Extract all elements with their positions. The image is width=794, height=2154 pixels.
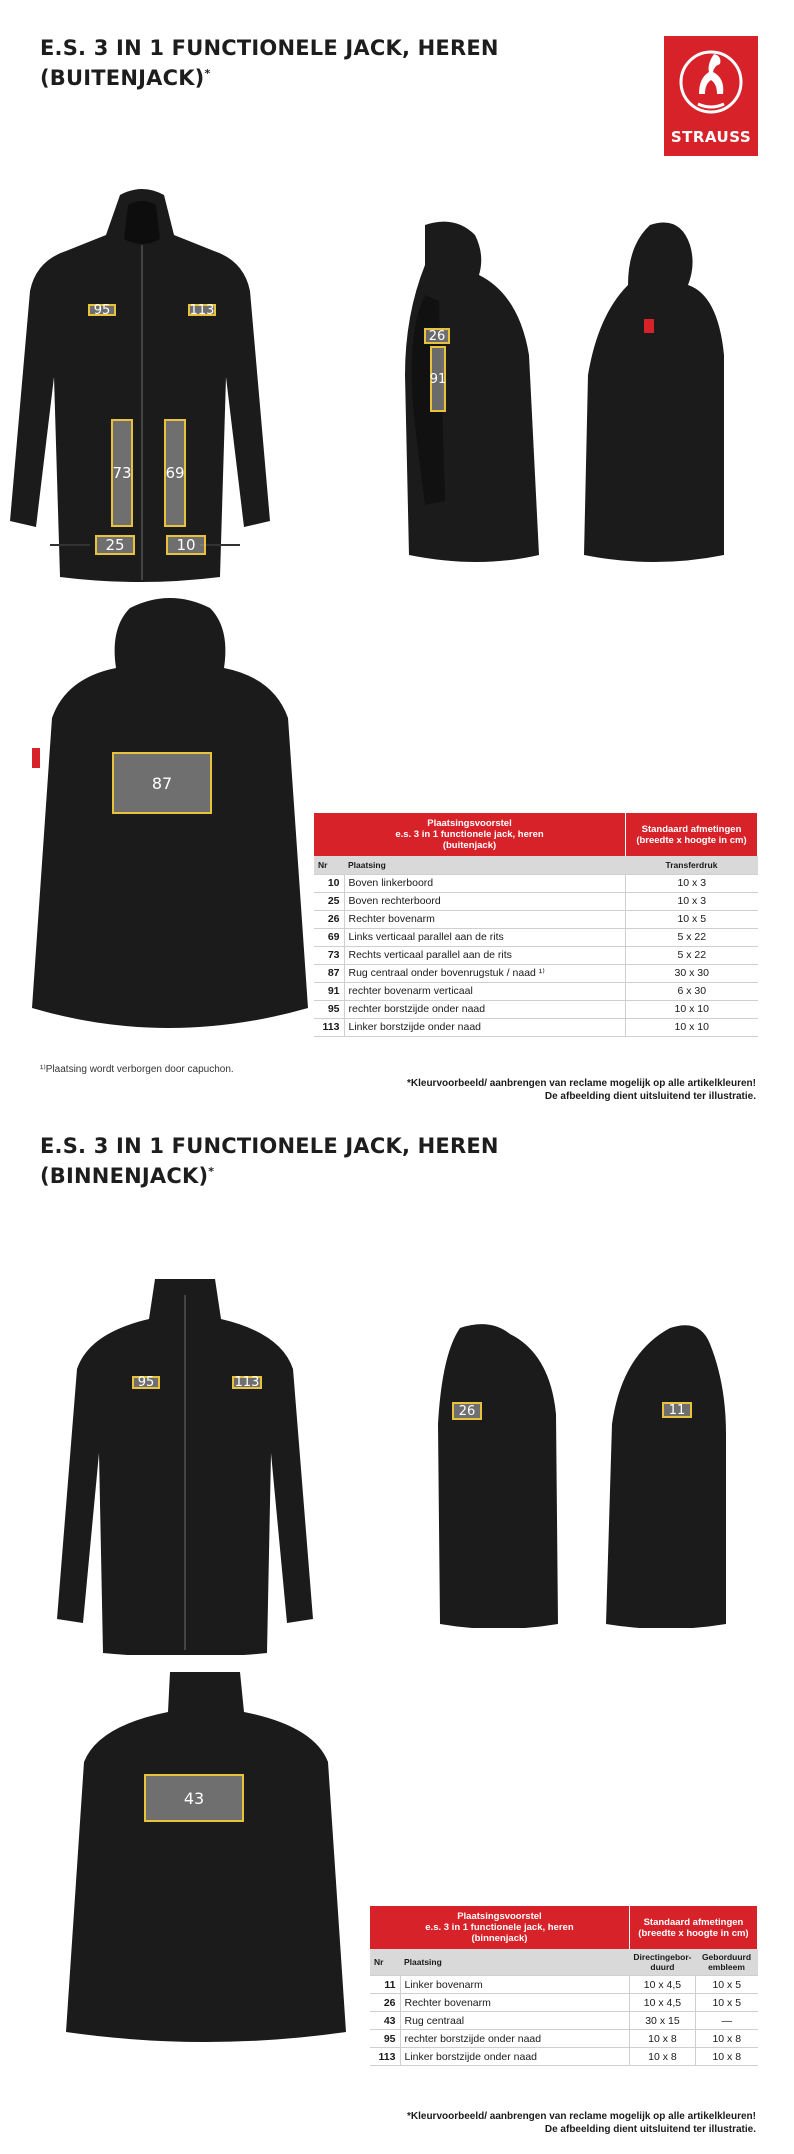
cell-place: Rechts verticaal parallel aan de rits: [344, 946, 626, 964]
cell-place: Rug centraal onder bovenrugstuk / naad ¹⁾: [344, 964, 626, 982]
section2-title: [40, 1134, 499, 1189]
cell-nr: 87: [314, 964, 344, 982]
cell-size: 6 x 30: [626, 982, 758, 1000]
col-nr: Nr: [314, 856, 344, 874]
cell-place: Linker borstzijde onder naad: [400, 2048, 629, 2066]
cell-nr: 91: [314, 982, 344, 1000]
table-row: [314, 946, 758, 964]
col-method: Transferdruk: [626, 856, 758, 874]
zone-95b: [132, 1376, 160, 1389]
col-embroidered-direct: Directingebor-duurd: [629, 1949, 695, 1976]
table-header-placement: [314, 813, 626, 856]
col-embroidered-emblem: Geborduurd embleem: [696, 1949, 758, 1976]
outer-jacket-side-right-image: [385, 215, 545, 565]
col-nr: Nr: [370, 1949, 400, 1976]
cell-place: Boven rechterboord: [344, 892, 626, 910]
header-line: Standaard afmetingen: [641, 823, 742, 835]
title-line1: E.S. 3 IN 1 FUNCTIONELE JACK, HEREN: [40, 1134, 499, 1158]
cell-nr: 69: [314, 928, 344, 946]
table-row: [370, 2030, 758, 2048]
cell-nr: 43: [370, 2012, 400, 2030]
disclaimer-line: De afbeelding dient uitsluitend ter illustratie.: [544, 2124, 756, 2135]
header-line: (buitenjack): [442, 840, 497, 851]
cell-size: 10 x 5: [626, 910, 758, 928]
cell-nr: 10: [314, 874, 344, 892]
inner-jacket-front-image: [55, 1275, 315, 1655]
cell-nr: 11: [370, 1976, 400, 1994]
outer-jacket-front-image: [10, 185, 274, 585]
header-line: (breedte x hoogte in cm): [636, 834, 747, 846]
inner-jacket-side-right-image: [430, 1318, 560, 1628]
zone-10: [166, 535, 206, 555]
title-mark: *: [204, 67, 211, 80]
cell-place: rechter borstzijde onder naad: [400, 2030, 629, 2048]
cell-size: 5 x 22: [626, 928, 758, 946]
table-row: [314, 982, 758, 1000]
title-line1: E.S. 3 IN 1 FUNCTIONELE JACK, HEREN: [40, 36, 499, 60]
cell-a: 10 x 8: [629, 2030, 695, 2048]
table-body: [370, 1976, 758, 2066]
table-row: [314, 1000, 758, 1018]
zone-26b: [452, 1402, 482, 1420]
cell-size: 10 x 10: [626, 1000, 758, 1018]
outer-jacket-placement-table: [314, 813, 758, 1037]
cell-nr: 73: [314, 946, 344, 964]
zone-label: 91: [429, 371, 447, 387]
cell-place: rechter borstzijde onder naad: [344, 1000, 626, 1018]
zone-label: 25: [105, 536, 125, 554]
header-line: e.s. 3 in 1 functionele jack, heren: [395, 829, 544, 840]
disclaimer-2: [407, 2110, 756, 2136]
table-row: [370, 2048, 758, 2066]
header-line: (breedte x hoogte in cm): [638, 1927, 749, 1939]
zone-label: 113: [189, 302, 215, 318]
header-line: (binnenjack): [471, 1933, 528, 1944]
header-line: Plaatsingsvoorstel: [427, 818, 512, 829]
cell-place: Rechter bovenarm: [400, 1994, 629, 2012]
zone-label: 69: [165, 464, 185, 482]
cell-a: 30 x 15: [629, 2012, 695, 2030]
cell-size: 10 x 3: [626, 874, 758, 892]
section1-title: [40, 36, 499, 91]
table-row: [314, 928, 758, 946]
zone-label: 10: [176, 536, 196, 554]
cell-size: 5 x 22: [626, 946, 758, 964]
inner-jacket-side-left-image: [600, 1318, 730, 1628]
cell-a: 10 x 4,5: [629, 1994, 695, 2012]
outer-jacket-side-left-image: [560, 215, 730, 565]
cell-b: 10 x 5: [696, 1976, 758, 1994]
zone-95: [88, 304, 116, 316]
cell-place: rechter bovenarm verticaal: [344, 982, 626, 1000]
cell-nr: 25: [314, 892, 344, 910]
disclaimer-line: De afbeelding dient uitsluitend ter illustratie.: [544, 1091, 756, 1102]
zone-label: 11: [668, 1402, 686, 1418]
title-line2: (BINNENJACK): [40, 1164, 209, 1188]
table-row: [314, 892, 758, 910]
zone-91: [430, 346, 446, 412]
logo-word: STRAUSS: [670, 128, 752, 146]
zone-label: 87: [151, 773, 173, 793]
disclaimer-line: *Kleurvoorbeeld/ aanbrengen van reclame mogelijk op alle artikelkleuren!: [406, 1078, 756, 1089]
title-mark: *: [208, 1165, 215, 1178]
zone-26: [424, 328, 450, 344]
table-row: [314, 910, 758, 928]
cell-place: Rug centraal: [400, 2012, 629, 2030]
disclaimer-line: *Kleurvoorbeeld/ aanbrengen van reclame mogelijk op alle artikelkleuren!: [406, 2111, 756, 2122]
cell-place: Linker borstzijde onder naad: [344, 1018, 626, 1036]
cell-nr: 26: [314, 910, 344, 928]
cell-place: Links verticaal parallel aan de rits: [344, 928, 626, 946]
zone-43: [144, 1774, 244, 1822]
header-line: Plaatsingsvoorstel: [457, 1911, 542, 1922]
cell-a: 10 x 8: [629, 2048, 695, 2066]
cell-nr: 113: [314, 1018, 344, 1036]
inner-jacket-back-image: [60, 1668, 350, 2048]
cell-place: Boven linkerboord: [344, 874, 626, 892]
zone-113: [188, 304, 216, 316]
table-row: [370, 1994, 758, 2012]
table-row: [314, 874, 758, 892]
inner-jacket-placement-table: [370, 1906, 758, 2066]
outer-jacket-back-image: [30, 598, 310, 1038]
zone-73: [111, 419, 133, 527]
table-row: [370, 1976, 758, 1994]
table-body: [314, 874, 758, 1036]
zone-11: [662, 1402, 692, 1418]
cell-nr: 95: [314, 1000, 344, 1018]
table-header-size: [626, 813, 758, 856]
cell-size: 10 x 3: [626, 892, 758, 910]
zone-label: 73: [112, 464, 132, 482]
col-placement: Plaatsing: [400, 1949, 629, 1976]
cell-place: Linker bovenarm: [400, 1976, 629, 1994]
table-header-placement: [370, 1906, 629, 1949]
cell-nr: 113: [370, 2048, 400, 2066]
cell-a: 10 x 4,5: [629, 1976, 695, 1994]
zone-69: [164, 419, 186, 527]
strauss-logo: [664, 36, 758, 156]
title-line2: (BUITENJACK): [40, 66, 205, 90]
zone-label: 95: [137, 1375, 155, 1390]
zone-label: 43: [183, 1788, 205, 1808]
cell-place: Rechter bovenarm: [344, 910, 626, 928]
cell-size: 10 x 10: [626, 1018, 758, 1036]
cell-size: 30 x 30: [626, 964, 758, 982]
zone-label: 95: [93, 302, 111, 318]
table-row: [370, 2012, 758, 2030]
header-line: Standaard afmetingen: [643, 1916, 744, 1928]
cell-b: —: [696, 2012, 758, 2030]
zone-label: 26: [458, 1403, 476, 1419]
zone-25: [95, 535, 135, 555]
table-header-size: [629, 1906, 757, 1949]
cell-nr: 95: [370, 2030, 400, 2048]
zone-113b: [232, 1376, 262, 1389]
cell-nr: 26: [370, 1994, 400, 2012]
table-row: [314, 1018, 758, 1036]
disclaimer-1: [407, 1077, 756, 1103]
zone-label: 26: [428, 328, 446, 344]
cell-b: 10 x 8: [696, 2048, 758, 2066]
table-row: [314, 964, 758, 982]
zone-label: 113: [234, 1375, 260, 1390]
cell-b: 10 x 5: [696, 1994, 758, 2012]
zone-87: [112, 752, 212, 814]
col-placement: Plaatsing: [344, 856, 626, 874]
ostrich-logo-icon: [678, 44, 744, 120]
footnote: ¹⁾Plaatsing wordt verborgen door capuchon.: [40, 1064, 234, 1075]
cell-b: 10 x 8: [696, 2030, 758, 2048]
header-line: e.s. 3 in 1 functionele jack, heren: [425, 1922, 574, 1933]
